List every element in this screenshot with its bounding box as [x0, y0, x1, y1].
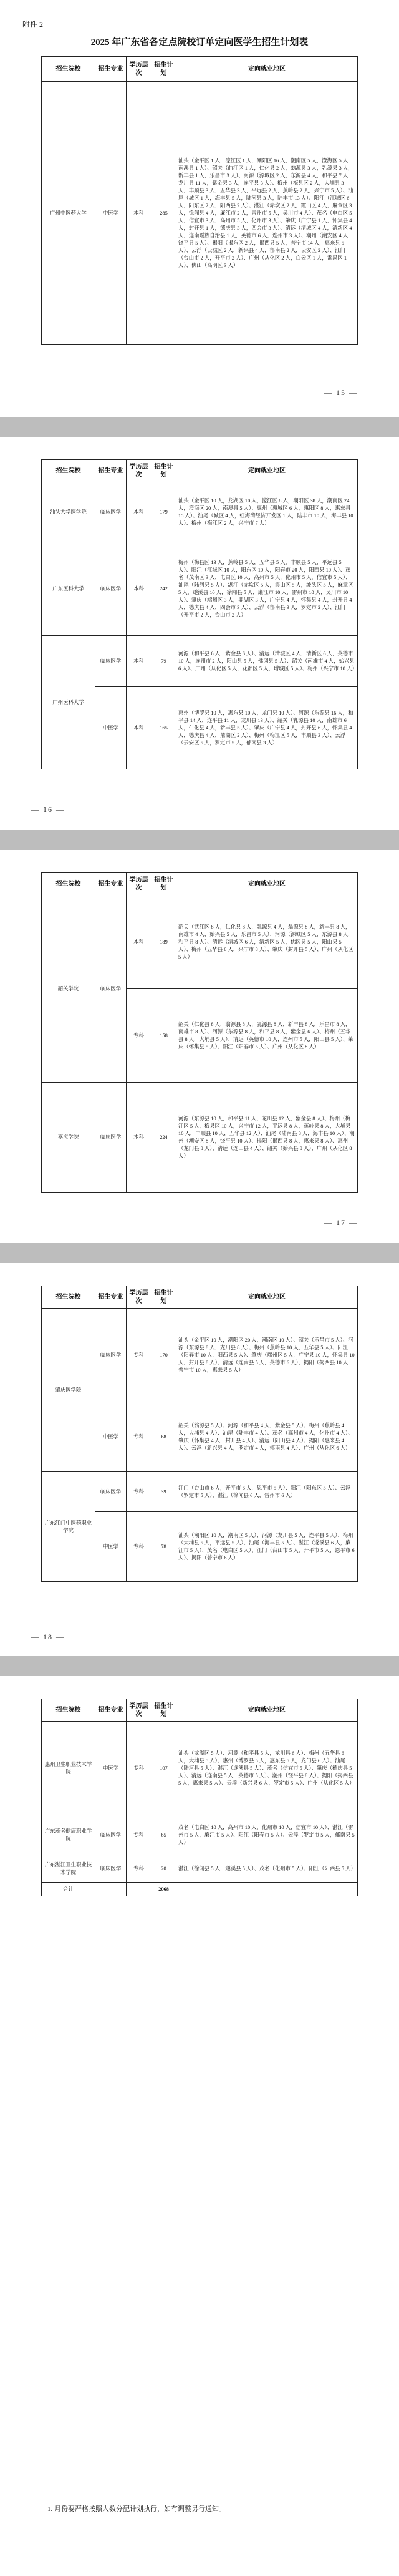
total-value: 2068: [151, 1883, 176, 1896]
plan-cell: 78: [151, 1512, 176, 1582]
level-cell: 本科: [127, 687, 151, 769]
plan-cell: 68: [151, 1402, 176, 1472]
table-header-row: [42, 460, 358, 482]
school-cell: 广东湛江卫生职业技术学院: [42, 1855, 95, 1883]
table-row: [42, 895, 358, 989]
plan-cell: 65: [151, 1815, 176, 1855]
major-cell: 中医学: [95, 1402, 127, 1472]
level-cell: 本科: [127, 1083, 151, 1193]
level-cell: 本科: [127, 895, 151, 989]
school-cell: 惠州卫生职业技术学院: [42, 1722, 95, 1815]
area-cell: 茂名（电白区 10 人，高州市 10 人，化州市 10 人，信宜市 10 人）、湛江（雷州市 5 人，廉江市 5 人）、阳江（阳春市 5 人）、云浮（罗定市 5 人，郁南县 5 人）: [176, 1815, 358, 1855]
level-cell: 专科: [127, 1722, 151, 1815]
header-plan: 招生计划: [151, 1286, 176, 1309]
plan-table-p5: [41, 1699, 358, 1896]
page-number: — 16 —: [31, 805, 65, 814]
level-cell: 专科: [127, 989, 151, 1083]
total-row: [42, 1883, 358, 1896]
level-cell: 专科: [127, 1815, 151, 1855]
table-row: [42, 1309, 358, 1402]
area-cell: 惠州（博罗县 10 人，惠东县 10 人，龙门县 10 人）、河源（东源县 16 人，和平县 14 人，连平县 11 人，龙川县 13 人）、韶关（乳源县 10 人，南雄市 6 人，仁化县 4 人，新丰县 5 人）、肇庆（广宁县 4 人，封开县 6 人，怀集县 4 人，德庆县 4 人，鼎湖区 2 人）、梅州（梅江区 5 人，丰顺县 3 人）、云浮（云安区 5 人，罗定市 5 人，郁南县 3 人）: [176, 687, 358, 769]
area-cell: 汕头（龙湖区 5 人）、河源（和平县 5 人，龙川县 6 人）、梅州（五华县 6 人，大埔县 5 人）、惠州（博罗县 5 人，惠东县 5 人，龙门县 6 人）、汕尾（陆河县 5 人）、湛江（遂溪县 5 人）、茂名（信宜市 5 人）、肇庆（德庆县 5 人）、清远（连南县 5 人，英德市 5 人）、潮州（饶平县 8 人）、揭阳（揭西县 5 人，惠来县 5 人）、云浮（新兴县 6 人，罗定市 5 人）、广州（从化区 5 人）: [176, 1722, 358, 1815]
level-cell: 本科: [127, 82, 151, 345]
table-row: [42, 542, 358, 636]
level-cell: 本科: [127, 482, 151, 542]
major-cell: 中医学: [95, 82, 127, 345]
level-cell: 专科: [127, 1402, 151, 1472]
area-cell: 汕头（金平区 1 人，濠江区 1 人，潮阳区 16 人，潮南区 5 人，澄海区 5 人，南澳县 1 人）、韶关（曲江区 1 人，仁化县 2 人，翁源县 3 人，乳源县 3 人，新丰县 1 人，乐昌市 3 人）、河源（源城区 2 人，东源县 4 人，和平县 7 人，龙川县 11 人，紫金县 3 人，连平县 3 人）、梅州（梅县区 2 人，大埔县 3 人，丰顺县 3 人，五华县 3 人，平远县 2 人，蕉岭县 2 人，兴宁市 5 人）、汕尾（城区 1 人，海丰县 5 人，陆河县 3 人，陆丰市 13 人）、阳江（江城区 6 人，阳东区 2 人，阳西县 2 人）、湛江（赤坎区 2 人，霞山区 4 人，麻章区 3 人，徐闻县 4 人，廉江市 2 人，雷州市 5 人，吴川市 4 人）、茂名（电白区 5 人，信宜市 3 人，高州市 5 人，化州市 3 人）、肇庆（广宁县 1 人，怀集县 4 人，封开县 1 人，德庆县 3 人，四会市 3 人）、清远（清城区 4 人，清新区 4 人，连南瑶族自治县 1 人，英德市 6 人，连州市 3 人）、潮州（潮安区 4 人，饶平县 5 人）、揭阳（揭东区 2 人，揭西县 5 人，普宁市 14 人，惠来县 5 人）、云浮（云城区 2 人，新兴县 4 人，郁南县 2 人，云安区 2 人）、江门（台山市 2 人，开平市 2 人）、广州（从化区 2 人，白云区 1 人，番禺区 1 人）、佛山（高明区 3 人）: [176, 82, 358, 345]
plan-table-p2: [41, 459, 358, 769]
major-cell: 中医学: [95, 1512, 127, 1582]
plan-cell: 224: [151, 1083, 176, 1193]
school-cell: 广州医科大学: [42, 636, 95, 769]
header-school: 招生院校: [42, 460, 95, 482]
major-cell: 临床医学: [95, 1855, 127, 1883]
level-cell: 专科: [127, 1472, 151, 1512]
header-plan: 招生计划: [151, 57, 176, 82]
page-1: [0, 0, 399, 417]
table-row: [42, 1722, 358, 1815]
major-cell: 中医学: [95, 1722, 127, 1815]
table-row: [42, 1855, 358, 1883]
page-5: [0, 1676, 399, 2576]
page-3: [0, 850, 399, 1243]
area-cell: 韶关（翁源县 5 人）、河源（和平县 4 人，紫金县 5 人）、梅州（蕉岭县 4 人，大埔县 4 人）、汕尾（陆丰市 4 人）、茂名（高州市 4 人，化州市 4 人）、肇庆（怀集县 4 人，封开县 4 人）、清远（阳山县 4 人）、揭阳（惠来县 4 人）、云浮（新兴县 4 人，罗定市 4 人，郁南县 4 人）、广州（从化区 6 人）: [176, 1402, 358, 1472]
major-cell: 临床医学: [95, 895, 127, 1083]
major-cell: 临床医学: [95, 636, 127, 687]
level-cell: 专科: [127, 1309, 151, 1402]
plan-cell: 20: [151, 1855, 176, 1883]
area-cell: 湛江（徐闻县 5 人，遂溪县 5 人）、茂名（化州市 5 人）、阳江（阳西县 5 人）: [176, 1855, 358, 1883]
school-cell: 广东江门中医药职业学院: [42, 1472, 95, 1582]
header-school: 招生院校: [42, 1286, 95, 1309]
plan-cell: 179: [151, 482, 176, 542]
major-cell: 临床医学: [95, 542, 127, 636]
plan-cell: 107: [151, 1722, 176, 1815]
major-cell: 临床医学: [95, 1309, 127, 1402]
area-cell: 汕头（金平区 10 人，龙湖区 10 人，濠江区 8 人，潮阳区 38 人，潮南区 24 人，澄海区 20 人，南澳县 5 人）、惠州（惠城区 6 人，惠阳区 8 人，惠东县 15 人）、汕尾（城区 4 人，红海湾经济开发区 1 人，陆丰市 10 人，海丰县 10 人）、梅州（梅江区 2 人，兴宁市 7 人）: [176, 482, 358, 542]
plan-cell: 242: [151, 542, 176, 636]
table-header-row: [42, 1286, 358, 1309]
header-major: 招生专业: [95, 57, 127, 82]
table-header-row: [42, 1699, 358, 1722]
plan-cell: 79: [151, 636, 176, 687]
area-cell: 汕头（金平区 10 人，潮阳区 20 人，潮南区 10 人）、韶关（乐昌市 5 人）、河源（东源县 8 人，龙川县 8 人）、梅州（蕉岭县 10 人，五华县 5 人）、阳江（阳春市 10 人，阳西县 5 人）、肇庆（端州区 5 人，广宁县 10 人，怀集县 10 人，封开县 8 人）、清远（连南县 5 人，英德市 6 人）、揭阳（揭西县 10 人，普宁市 10 人，惠来县 5 人）: [176, 1309, 358, 1402]
area-cell: 汕头（潮阳区 10 人，潮南区 5 人）、河源（龙川县 5 人，连平县 5 人）、梅州（大埔县 5 人，平远县 5 人）、汕尾（海丰县 5 人）、湛江（遂溪县 6 人，廉江市 5 人）、茂名（电白区 5 人）、江门（台山市 5 人，开平市 5 人，恩平市 6 人）、揭阳（普宁市 6 人）: [176, 1512, 358, 1582]
header-level: 学历层次: [127, 57, 151, 82]
area-cell: 韶关（仁化县 8 人，翁源县 8 人，乳源县 8 人，新丰县 8 人，乐昌市 8 人，南雄市 8 人）、河源（东源县 8 人，和平县 8 人，紫金县 6 人）、梅州（五华县 8 人，大埔县 5 人）、清远（英德市 10 人，连州市 5 人，阳山县 5 人）、肇庆（怀集县 5 人）、阳江（阳春市 5 人）、广州（从化区 8 人）: [176, 989, 358, 1083]
level-cell: 本科: [127, 542, 151, 636]
header-level: 学历层次: [127, 873, 151, 895]
page-2: [0, 437, 399, 830]
header-school: 招生院校: [42, 1699, 95, 1722]
total-label: 合计: [42, 1883, 95, 1896]
header-school: 招生院校: [42, 873, 95, 895]
table-header-row: [42, 873, 358, 895]
plan-cell: 165: [151, 687, 176, 769]
footnote: 1. 月份要严格按照人数分配计划执行，如有调整另行通知。: [47, 2505, 226, 2513]
header-area: 定向就业地区: [176, 460, 358, 482]
level-cell: 本科: [127, 636, 151, 687]
area-cell: 河源（东源县 10 人，和平县 11 人，龙川县 12 人，紫金县 8 人）、梅州（梅江区 5 人，梅县区 10 人，兴宁市 12 人，平远县 8 人，蕉岭县 8 人，大埔县 10 人，丰顺县 10 人，五华县 12 人）、汕尾（陆河县 8 人，海丰县 10 人）、潮州（潮安区 8 人，饶平县 10 人）、揭阳（揭西县 8 人，惠来县 8 人）、惠州（龙门县 8 人）、清远（连山县 4 人）、韶关（始兴县 8 人）、广州（从化区 8 人）: [176, 1083, 358, 1193]
table-row: [42, 482, 358, 542]
table-header-row: [42, 57, 358, 82]
header-level: 学历层次: [127, 1286, 151, 1309]
page-number: — 17 —: [324, 1218, 358, 1227]
school-cell: 汕头大学医学院: [42, 482, 95, 542]
table-row: [42, 82, 358, 345]
document-title: 2025 年广东省各定点院校订单定向医学生招生计划表: [90, 37, 309, 47]
major-cell: 临床医学: [95, 1472, 127, 1512]
school-cell: 肇庆医学院: [42, 1309, 95, 1472]
major-cell: 临床医学: [95, 1083, 127, 1193]
header-level: 学历层次: [127, 1699, 151, 1722]
major-cell: 临床医学: [95, 1815, 127, 1855]
school-cell: 嘉应学院: [42, 1083, 95, 1193]
plan-table-p1: [41, 56, 358, 345]
header-area: 定向就业地区: [176, 873, 358, 895]
major-cell: 临床医学: [95, 482, 127, 542]
header-major: 招生专业: [95, 1286, 127, 1309]
major-cell: 中医学: [95, 687, 127, 769]
plan-cell: 189: [151, 895, 176, 989]
header-school: 招生院校: [42, 57, 95, 82]
area-cell: 梅州（梅县区 13 人，蕉岭县 5 人，五华县 5 人，丰顺县 5 人，平远县 5 人）、阳江（江城区 10 人，阳东区 10 人，阳春市 20 人，阳西县 10 人）、茂名（茂南区 3 人，电白区 10 人，高州市 5 人，化州市 5 人，信宜市 5 人）、汕尾（陆河县 5 人）、湛江（赤坎区 5 人，霞山区 5 人，坡头区 5 人，麻章区 5 人，遂溪县 10 人，徐闻县 5 人，廉江市 10 人，雷州市 10 人，吴川市 10 人）、肇庆（端州区 3 人，鼎湖区 3 人，广宁县 4 人，怀集县 4 人，封开县 4 人，德庆县 4 人，四会市 3 人）、云浮（郁南县 3 人，罗定市 2 人）、江门（开平市 2 人，台山市 2 人）: [176, 542, 358, 636]
header-area: 定向就业地区: [176, 1286, 358, 1309]
page-number: — 15 —: [324, 388, 358, 397]
page-4: [0, 1263, 399, 1656]
table-row: [42, 636, 358, 687]
school-cell: 广州中医药大学: [42, 82, 95, 345]
header-area: 定向就业地区: [176, 1699, 358, 1722]
header-major: 招生专业: [95, 873, 127, 895]
plan-table-p4: [41, 1286, 358, 1582]
attachment-label: 附件 2: [22, 20, 44, 29]
level-cell: 专科: [127, 1512, 151, 1582]
school-cell: 韶关学院: [42, 895, 95, 1083]
area-cell: 韶关（武江区 8 人，仁化县 8 人，乳源县 4 人，翁源县 8 人，新丰县 8 人，南雄市 4 人，始兴县 5 人，乐昌市 5 人）、河源（源城区 5 人，东源县 8 人，和平县 8 人）、清远（清城区 6 人，清新区 5 人，佛冈县 5 人，阳山县 5 人）、梅州（五华县 8 人，兴宁市 8 人）、肇庆（封开县 5 人）、广州（从化区 5 人）: [176, 895, 358, 989]
table-row: [42, 1083, 358, 1193]
school-cell: 广东茂名健康职业学院: [42, 1815, 95, 1855]
plan-table-p3: [41, 872, 358, 1193]
plan-cell: 170: [151, 1309, 176, 1402]
header-area: 定向就业地区: [176, 57, 358, 82]
page-number: — 18 —: [31, 1632, 65, 1641]
header-major: 招生专业: [95, 460, 127, 482]
school-cell: 广东医科大学: [42, 542, 95, 636]
level-cell: 专科: [127, 1855, 151, 1883]
header-plan: 招生计划: [151, 1699, 176, 1722]
plan-cell: 158: [151, 989, 176, 1083]
area-cell: 河源（和平县 6 人，紫金县 6 人）、清远（清城区 4 人，清新区 6 人，英德市 10 人，连州市 2 人，阳山县 5 人，佛冈县 5 人）、韶关（南雄市 4 人，始兴县 6 人）、广州（从化区 5 人，花都区 5 人，增城区 5 人）、梅州（兴宁市 10 人）: [176, 636, 358, 687]
header-level: 学历层次: [127, 460, 151, 482]
plan-cell: 285: [151, 82, 176, 345]
header-plan: 招生计划: [151, 873, 176, 895]
plan-cell: 39: [151, 1472, 176, 1512]
header-major: 招生专业: [95, 1699, 127, 1722]
table-row: [42, 1472, 358, 1512]
area-cell: 江门（台山市 6 人，开平市 6 人，恩平市 5 人）、阳江（阳东区 5 人）、云浮（罗定市 5 人）、湛江（徐闻县 6 人，雷州市 6 人）: [176, 1472, 358, 1512]
header-plan: 招生计划: [151, 460, 176, 482]
table-row: [42, 1815, 358, 1855]
